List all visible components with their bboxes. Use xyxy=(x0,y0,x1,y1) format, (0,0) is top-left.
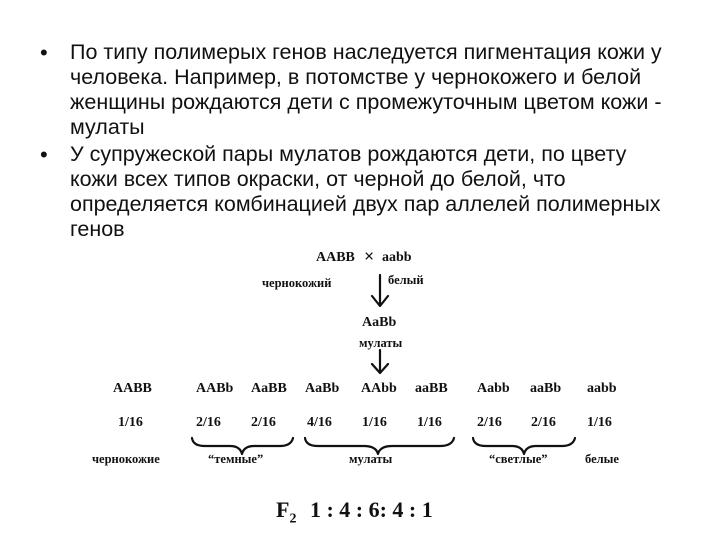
bullet-text: По типу полимерых генов наследуется пигментация кожи у человека. Например, в потомстве у чернокожего и белой женщины рождаются дети с промежуточным цветом кожи - мулаты xyxy=(70,40,662,139)
fraction-9: 1/16 xyxy=(587,415,612,430)
group-label-black: чернокожие xyxy=(92,452,160,466)
parent2-genotype: aabb xyxy=(382,250,412,265)
brace-mulatto xyxy=(305,438,454,454)
genotype-8: aaBb xyxy=(530,381,562,396)
genotype-9: aabb xyxy=(587,381,617,396)
f1-label: мулаты xyxy=(359,336,403,350)
f2-label: F xyxy=(276,497,290,522)
group-label-white: белые xyxy=(585,452,619,466)
f2-ratio-value: 1 : 4 : 6: 4 : 1 xyxy=(309,497,433,522)
fraction-4: 4/16 xyxy=(307,415,332,430)
genotype-3: AaBB xyxy=(251,381,287,396)
group-label-light: “светлые” xyxy=(489,452,548,466)
brace-light xyxy=(473,438,575,454)
fraction-5: 1/16 xyxy=(362,415,387,430)
genotype-6: aaBB xyxy=(415,381,448,396)
fraction-8: 2/16 xyxy=(531,415,556,430)
genotype-2: AABb xyxy=(196,381,234,396)
fraction-6: 1/16 xyxy=(417,415,442,430)
genotype-4: AaBb xyxy=(305,381,340,396)
parent1-genotype: AABB xyxy=(316,250,355,265)
bullet-dot: • xyxy=(40,40,48,65)
fraction-1: 1/16 xyxy=(118,415,143,430)
bullet-text: У супружеской пары мулатов рождаются дети, по цвету кожи всех типов окраски, от черной до белой, что определяется комбинацией двух пар аллелей полимерных генов xyxy=(70,142,661,241)
fraction-7: 2/16 xyxy=(477,415,502,430)
group-label-mulatto: мулаты xyxy=(349,452,393,466)
genotype-5: AAbb xyxy=(361,381,397,396)
bullet-dot: • xyxy=(40,142,48,167)
parent1-label: чернокожий xyxy=(262,276,332,290)
group-label-dark: “темные” xyxy=(208,452,264,466)
f2-ratio xyxy=(276,497,433,527)
cross-sign: × xyxy=(364,246,375,266)
fraction-3: 2/16 xyxy=(251,415,276,430)
brace-dark xyxy=(192,438,293,454)
fraction-2: 2/16 xyxy=(196,415,221,430)
parent2-label: белый xyxy=(388,273,424,287)
genotype-1: AABB xyxy=(113,381,152,396)
f1-genotype: AaBb xyxy=(362,315,397,330)
genotype-7: Aabb xyxy=(477,381,510,396)
f2-subscript: 2 xyxy=(289,511,297,527)
